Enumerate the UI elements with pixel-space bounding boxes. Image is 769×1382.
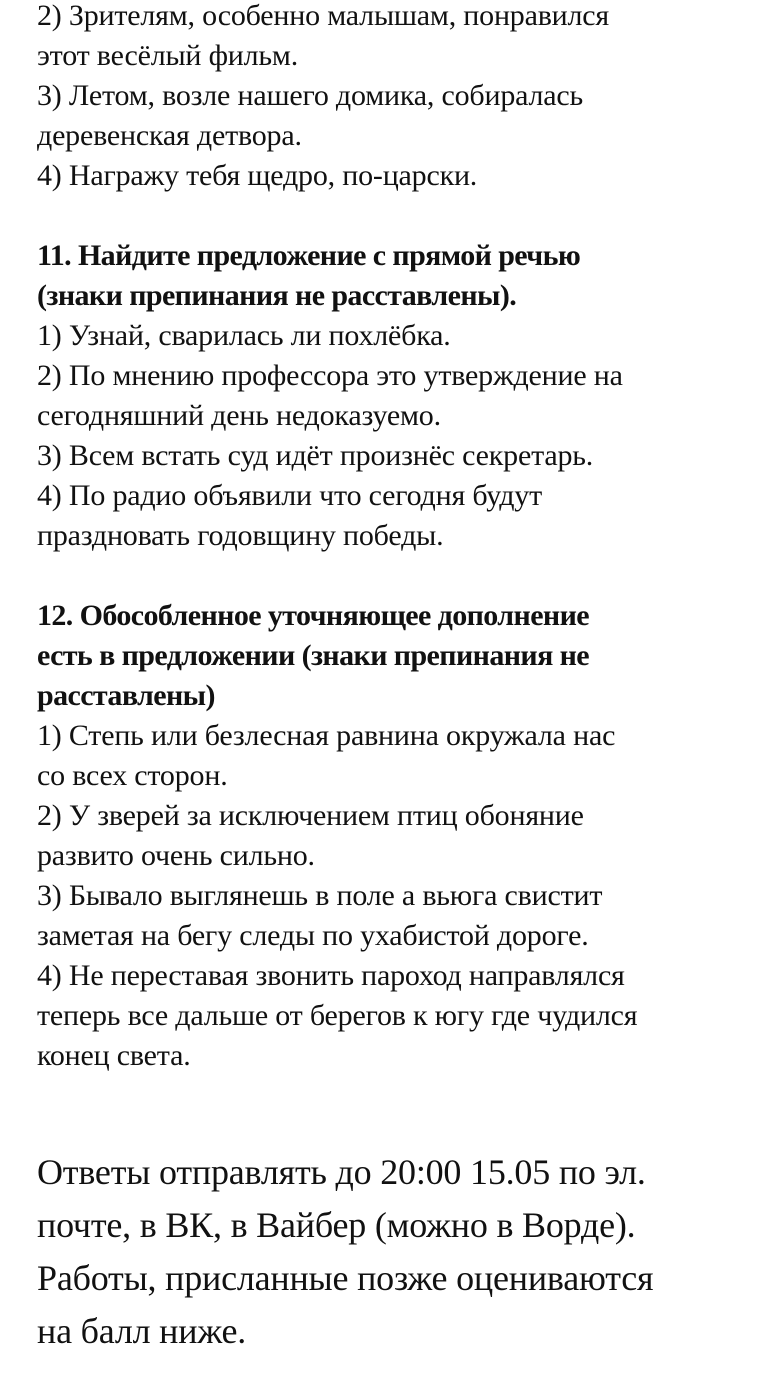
- spacer: [37, 1076, 757, 1146]
- option-2: [37, 796, 757, 876]
- option-2: [37, 0, 757, 76]
- option-text: 3) Бывало выглянешь в поле а вьюга свистит: [37, 879, 603, 912]
- option-text: 4) По радио объявили что сегодня будут: [37, 479, 542, 512]
- option-text: 4) Не переставая звонить пароход направлялся: [37, 959, 625, 992]
- option-text: 2) Зрителям, особенно малышам, понравился: [37, 0, 610, 32]
- option-2: [37, 356, 757, 436]
- option-3: [37, 76, 757, 156]
- option-text: 4) Награжу тебя щедро, по-царски.: [37, 159, 478, 192]
- option-text: развито очень сильно.: [37, 839, 315, 872]
- instructions-text: Работы, присланные позже оцениваются: [37, 1258, 654, 1298]
- option-text: 3) Всем встать суд идёт произнёс секретарь.: [37, 439, 594, 472]
- spacer: [37, 196, 757, 236]
- option-text: 2) По мнению профессора это утверждение на: [37, 359, 623, 392]
- submission-instructions: [37, 1146, 757, 1358]
- question-title: есть в предложении (знаки препинания не: [37, 639, 590, 672]
- question-title: (знаки препинания не расставлены).: [37, 279, 517, 312]
- option-4: [37, 156, 757, 196]
- option-3: [37, 876, 757, 956]
- option-text: 2) У зверей за исключением птиц обоняние: [37, 799, 584, 832]
- instructions-text: на балл ниже.: [37, 1311, 247, 1351]
- instructions-text: Ответы отправлять до 20:00 15.05 по эл.: [37, 1152, 646, 1192]
- option-4: [37, 476, 757, 556]
- option-text: конец света.: [37, 1039, 191, 1072]
- question-title: 12. Обособленное уточняющее дополнение: [37, 599, 590, 632]
- question-title: 11. Найдите предложение с прямой речью: [37, 239, 581, 272]
- option-1: [37, 316, 757, 356]
- option-text: теперь все дальше от берегов к югу где чудился: [37, 999, 638, 1032]
- question-title: расставлены): [37, 679, 215, 712]
- spacer: [37, 556, 757, 596]
- option-1: [37, 716, 757, 796]
- option-text: заметая на бегу следы по ухабистой дороге.: [37, 919, 589, 952]
- option-4: [37, 956, 757, 1076]
- document-page: [37, 0, 757, 1358]
- option-text: деревенская детвора.: [37, 119, 302, 152]
- option-text: 3) Летом, возле нашего домика, собиралась: [37, 79, 583, 112]
- option-text: 1) Узнай, сварилась ли похлёбка.: [37, 319, 451, 352]
- option-text: этот весёлый фильм.: [37, 39, 298, 72]
- prev-question-options: [37, 0, 757, 196]
- option-3: [37, 436, 757, 476]
- instructions-text: почте, в ВК, в Вайбер (можно в Ворде).: [37, 1205, 636, 1245]
- question-11: [37, 236, 757, 556]
- option-text: со всех сторон.: [37, 759, 228, 792]
- option-text: праздновать годовщину победы.: [37, 519, 444, 552]
- option-text: 1) Степь или безлесная равнина окружала нас: [37, 719, 616, 752]
- option-text: сегодняшний день недоказуемо.: [37, 399, 441, 432]
- question-12: [37, 596, 757, 1076]
